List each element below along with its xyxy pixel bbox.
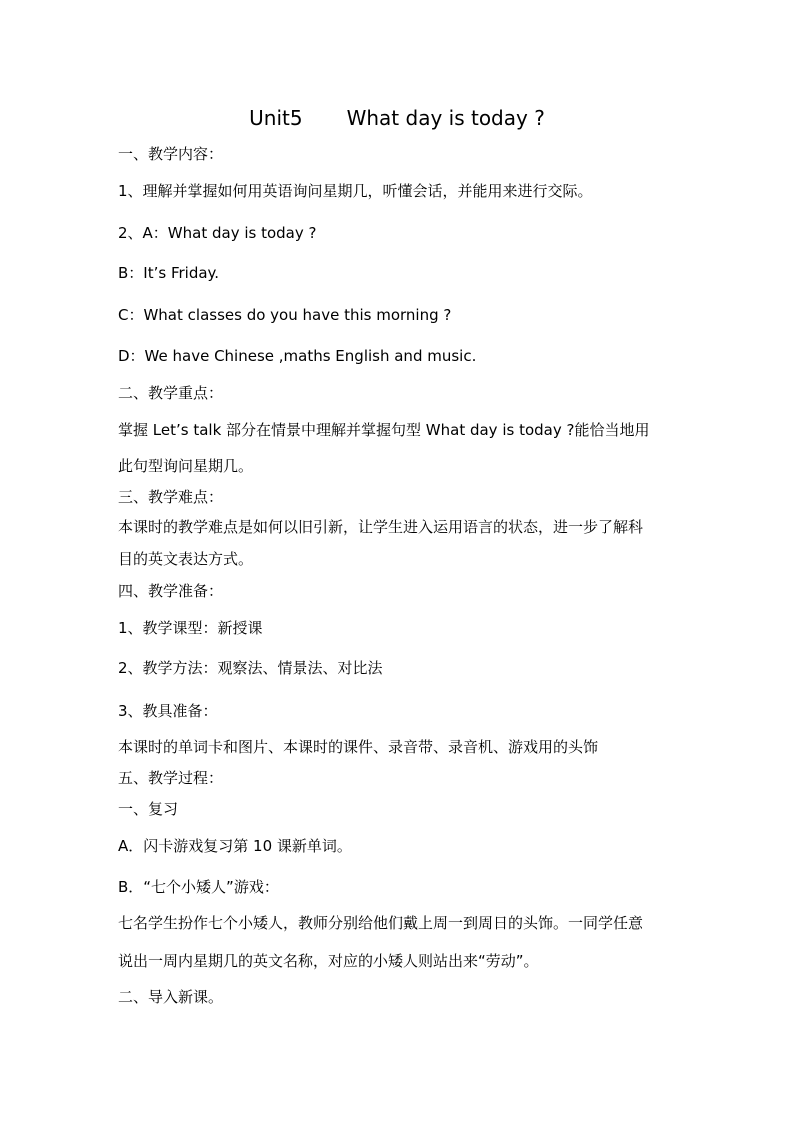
title-unit: Unit5 bbox=[249, 106, 303, 130]
section-heading-process: 五、教学过程： bbox=[118, 769, 224, 787]
preparation-item-3: 3、教具准备： bbox=[118, 702, 218, 720]
page-title bbox=[0, 104, 794, 132]
title-question: What day is today ? bbox=[346, 106, 545, 130]
preparation-item-2: 2、教学方法：观察法、情景法、对比法 bbox=[118, 659, 383, 677]
key-points-text-2: 此句型询问星期几。 bbox=[118, 457, 254, 475]
review-item-a: A．闪卡游戏复习第 10 课新单词。 bbox=[118, 837, 352, 855]
difficulties-text-2: 目的英文表达方式。 bbox=[118, 550, 254, 568]
dialogue-line-a: 2、A：What day is today ? bbox=[118, 224, 317, 242]
difficulties-text-1: 本课时的教学难点是如何以旧引新，让学生进入运用语言的状态，进一步了解科 bbox=[118, 518, 644, 536]
content-item-1: 1、理解并掌握如何用英语询问星期几，听懂会话，并能用来进行交际。 bbox=[118, 182, 593, 200]
preparation-item-1: 1、教学课型：新授课 bbox=[118, 619, 263, 637]
preparation-materials: 本课时的单词卡和图片、本课时的课件、录音带、录音机、游戏用的头饰 bbox=[118, 738, 599, 756]
section-heading-content: 一、教学内容： bbox=[118, 145, 224, 163]
game-description-2: 说出一周内星期几的英文名称，对应的小矮人则站出来“劳动”。 bbox=[118, 952, 539, 970]
process-step-review: 一、复习 bbox=[118, 800, 179, 818]
section-heading-preparation: 四、教学准备： bbox=[118, 582, 224, 600]
key-points-text-1: 掌握 Let’s talk 部分在情景中理解并掌握句型 What day is today ?能恰当地用 bbox=[118, 421, 650, 439]
dialogue-line-c: C：What classes do you have this morning ? bbox=[118, 306, 452, 324]
section-heading-key-points: 二、教学重点： bbox=[118, 384, 224, 402]
review-item-b: B．“七个小矮人”游戏： bbox=[118, 878, 279, 896]
process-step-new-lesson: 二、导入新课。 bbox=[118, 988, 224, 1006]
dialogue-line-b: B：It’s Friday. bbox=[118, 264, 220, 282]
dialogue-line-d: D：We have Chinese ,maths English and music. bbox=[118, 347, 477, 365]
game-description-1: 七名学生扮作七个小矮人，教师分别给他们戴上周一到周日的头饰。一同学任意 bbox=[118, 914, 644, 932]
section-heading-difficulties: 三、教学难点： bbox=[118, 488, 224, 506]
